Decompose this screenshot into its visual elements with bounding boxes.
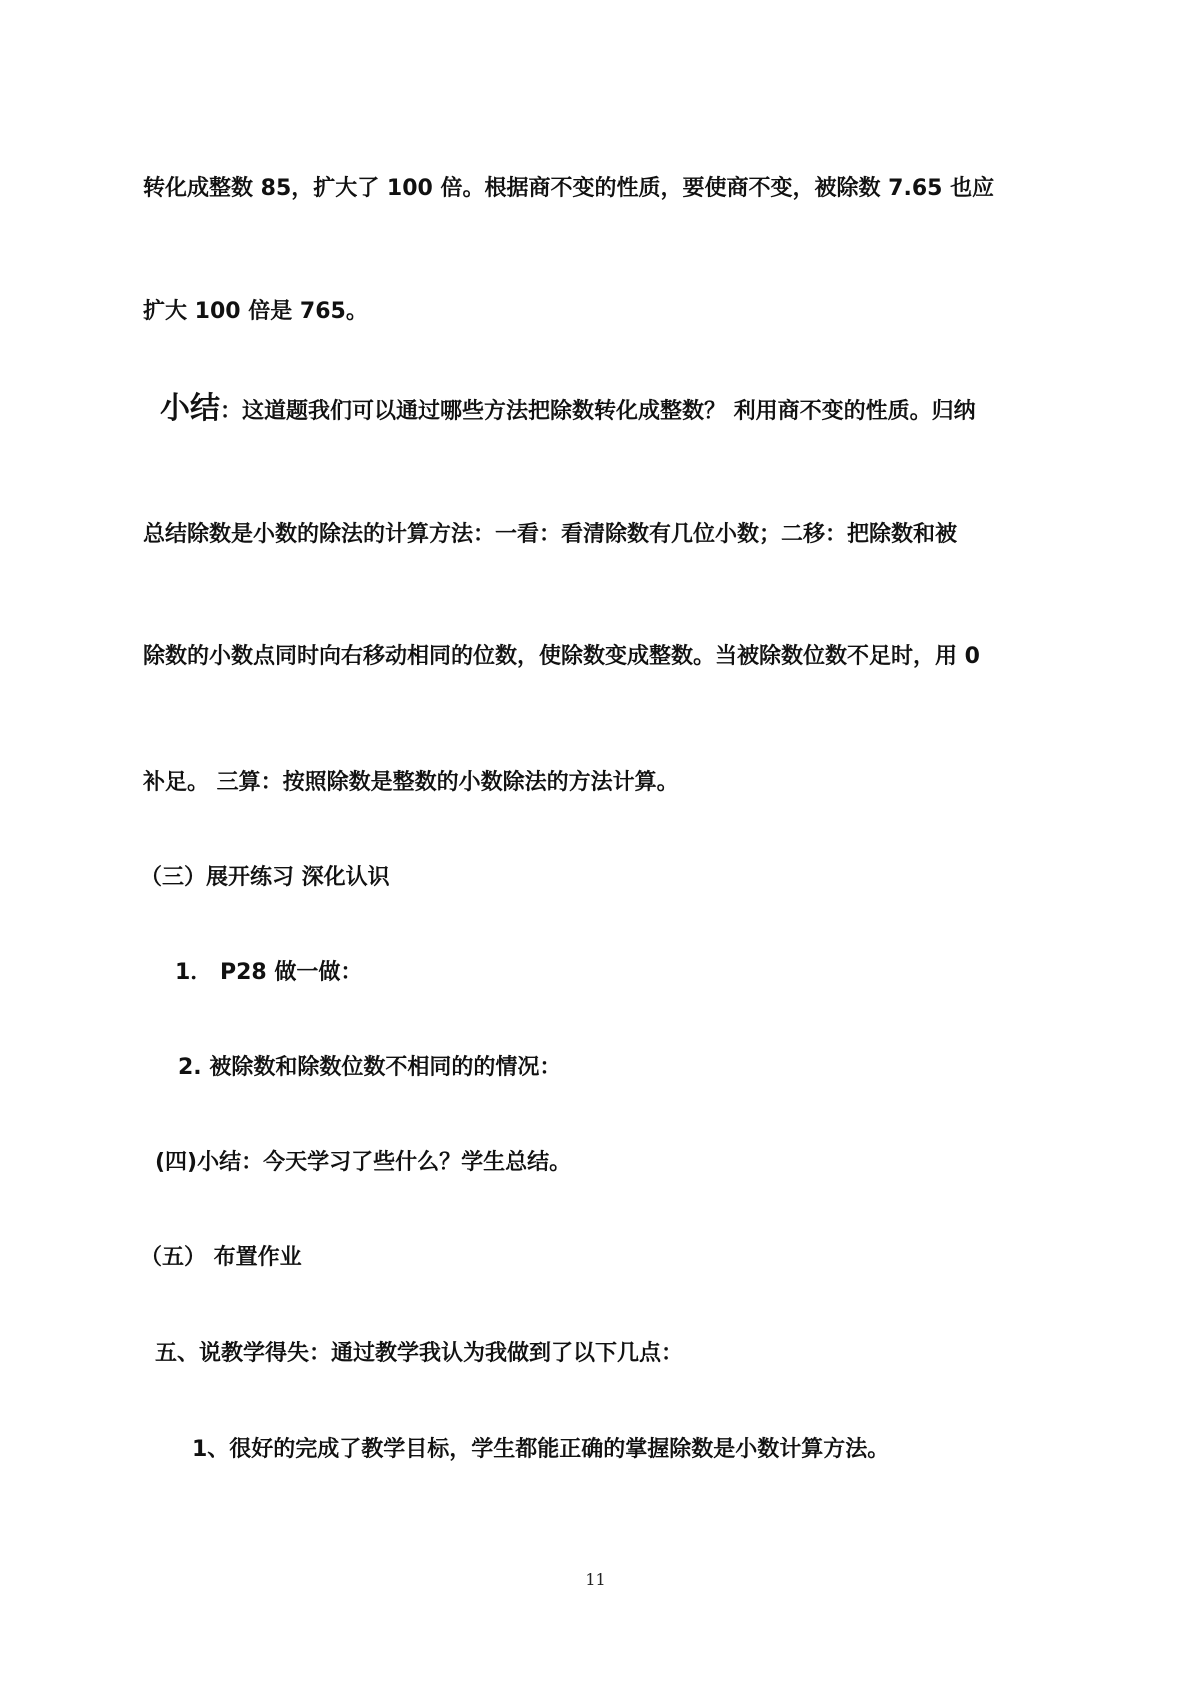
text-line-4: 总结除数是小数的除法的计算方法：一看：看清除数有几位小数；二移：把除数和被: [143, 522, 958, 547]
section-heading-5: （五） 布置作业: [140, 1245, 302, 1270]
list-item-1: 1． P28 做一做：: [175, 960, 363, 985]
summary-text: ：这道题我们可以通过哪些方法把除数转化成整数？ 利用商不变的性质。归纳: [220, 399, 976, 424]
list-item-2: 2. 被除数和除数位数不相同的的情况：: [178, 1055, 562, 1080]
list-item-gain-1: 1、很好的完成了教学目标，学生都能正确的掌握除数是小数计算方法。: [192, 1437, 890, 1462]
text-line-3: [160, 391, 976, 427]
text-line-2: 扩大 100 倍是 765。: [143, 299, 368, 324]
section-heading-4: (四)小结：今天学习了些什么？学生总结。: [155, 1150, 572, 1175]
text-line-6: 补足。 三算：按照除数是整数的小数除法的方法计算。: [143, 770, 679, 795]
text-line-5: 除数的小数点同时向右移动相同的位数，使除数变成整数。当被除数位数不足时，用 0: [143, 644, 980, 669]
text-line-1: 转化成整数 85，扩大了 100 倍。根据商不变的性质，要使商不变，被除数 7.65 也应: [143, 176, 995, 201]
summary-label: 小结: [160, 391, 220, 426]
page-number: 11: [585, 1570, 606, 1589]
section-heading-3: （三）展开练习 深化认识: [140, 865, 390, 890]
section-heading-five: 五、说教学得失：通过教学我认为我做到了以下几点：: [155, 1341, 684, 1366]
